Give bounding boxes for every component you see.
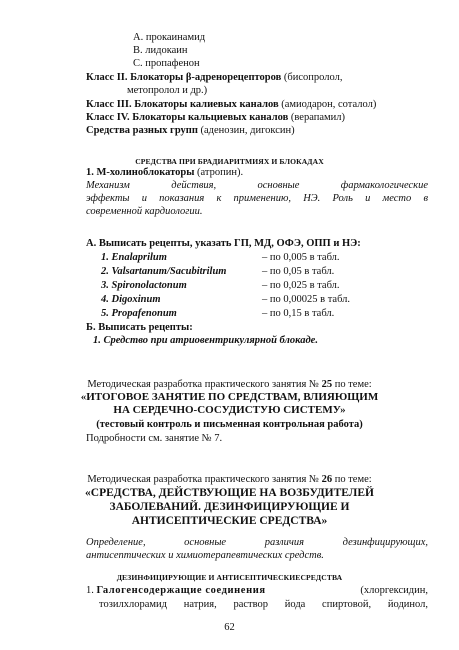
prescription-drug: Valsartanum/Sacubitrilum xyxy=(111,266,227,277)
prescription-num: 3. xyxy=(101,280,109,291)
list-item-c: С. пропафенон xyxy=(133,58,200,69)
disinfect-heading: ДЕЗИНФИЦИРУЮЩИЕ И АНТИСЕПТИЧЕСКИЕСРЕДСТВА xyxy=(116,573,343,582)
brady-item-1-example: (атропин). xyxy=(194,167,244,178)
list-item-b: В. лидокаин xyxy=(133,45,188,56)
prescription-drug: Propafenonum xyxy=(111,308,177,319)
lesson-26-title-3: АНТИСЕПТИЧЕСКИЕ СРЕДСТВА» xyxy=(131,515,328,527)
lesson-25-title-1: «ИТОГОВОЕ ЗАНЯТИЕ ПО СРЕДСТВАМ, ВЛИЯЮЩИМ xyxy=(80,391,379,403)
page-number: 62 xyxy=(224,622,235,633)
class-4-title: Класс IV. Блокаторы кальциевых каналов xyxy=(86,112,289,123)
prescription-dose: – по 0,15 в табл. xyxy=(262,308,335,319)
lesson-25-intro-tail: по теме: xyxy=(332,379,372,390)
class-2-title: Класс II. Блокаторы β-адренорецепторов xyxy=(86,72,282,83)
lesson-26-title-2: ЗАБОЛЕВАНИЙ. ДЕЗИНФИЦИРУЮЩИЕ И xyxy=(109,501,350,513)
prescription-dose: – по 0,025 в табл. xyxy=(262,280,340,291)
lesson-26-intro-tail: по теме: xyxy=(332,474,372,485)
class-2-examples: (бисопролол, xyxy=(281,72,343,83)
prescription-drug: Spironolactonum xyxy=(111,280,187,291)
disinfect-item-1-tail: (хлоргексидин, xyxy=(360,585,428,596)
definition-line-1: Определение, основные различия дезинфицирующих, xyxy=(86,537,428,548)
lesson-25-subtitle: (тестовый контроль и письменная контрольная работа) xyxy=(96,419,363,430)
lesson-25-intro xyxy=(0,378,459,391)
disinfect-item-1-cont: тозилхлорамид натрия, раствор йода спиртовой, йодинол, xyxy=(99,599,428,610)
prescription-dose: – по 0,05 в табл. xyxy=(262,266,335,277)
prescription-row xyxy=(101,279,187,292)
lesson-25-intro-text: Методическая разработка практического занятия № xyxy=(87,379,322,390)
prescription-row xyxy=(101,251,167,264)
brady-item-1-title: М-холиноблокаторы xyxy=(96,167,195,178)
lesson-25-details: Подробности см. занятие № 7. xyxy=(86,433,223,444)
task-a-title: А. Выписать рецепты, указать ГП, МД, ОФЭ, ОПП и НЭ: xyxy=(86,238,361,249)
class-4-line xyxy=(86,111,345,124)
lesson-26-intro-text: Методическая разработка практического занятия № xyxy=(87,474,322,485)
prescription-dose: – по 0,005 в табл. xyxy=(262,252,340,263)
mechanism-line-3: современной кардиологии. xyxy=(86,206,203,217)
class-3-examples: (амиодарон, соталол) xyxy=(278,99,377,110)
lesson-26-number: 26 xyxy=(321,474,333,485)
class-4-examples: (верапамил) xyxy=(288,112,346,123)
brady-item-1 xyxy=(86,166,243,179)
lesson-26-title-1: «СРЕДСТВА, ДЕЙСТВУЮЩИЕ НА ВОЗБУДИТЕЛЕЙ xyxy=(85,487,374,499)
prescription-row xyxy=(101,307,177,320)
prescription-drug: Digoxinum xyxy=(111,294,161,305)
prescription-drug: Enalaprilum xyxy=(111,252,167,263)
prescription-num: 1. xyxy=(101,252,109,263)
mechanism-line-1: Механизм действия, основные фармакологические xyxy=(86,180,428,191)
lesson-25-number: 25 xyxy=(321,379,333,390)
prescription-num: 5. xyxy=(101,308,109,319)
task-b-item: 1. Средство при атриовентрикулярной блокаде. xyxy=(93,335,318,346)
brady-item-1-num: 1. xyxy=(86,167,94,178)
class-3-title: Класс III. Блокаторы калиевых каналов xyxy=(86,99,279,110)
task-b-title: Б. Выписать рецепты: xyxy=(86,322,193,333)
disinfect-item-1-title: Галогенсодержащие соединения xyxy=(96,585,266,596)
brady-heading: СРЕДСТВА ПРИ БРАДИАРИТМИЯХ И БЛОКАДАХ xyxy=(135,157,324,166)
misc-group-line xyxy=(86,124,295,137)
prescription-num: 4. xyxy=(101,294,109,305)
lesson-26-intro xyxy=(0,473,459,486)
mechanism-line-2: эффекты и показания к применению, НЭ. Роль и место в xyxy=(86,193,428,204)
prescription-row xyxy=(101,265,226,278)
class-2-examples-cont: метопролол и др.) xyxy=(127,85,208,96)
prescription-row xyxy=(101,293,161,306)
disinfect-item-1 xyxy=(86,584,428,597)
misc-group-examples: (аденозин, дигоксин) xyxy=(197,125,295,136)
lesson-25-title-2: НА СЕРДЕЧНО-СОСУДИСТУЮ СИСТЕМУ» xyxy=(113,404,346,416)
definition-line-2: антисептических и химиотерапевтических средств. xyxy=(86,550,324,561)
class-3-line xyxy=(86,98,376,111)
prescription-num: 2. xyxy=(101,266,109,277)
prescription-dose: – по 0,00025 в табл. xyxy=(262,294,351,305)
class-2-line xyxy=(86,71,343,84)
misc-group-title: Средства разных групп xyxy=(86,125,198,136)
list-item-a: А. прокаинамид xyxy=(133,32,206,43)
disinfect-item-1-number: 1. xyxy=(86,585,94,596)
disinfect-item-1-num xyxy=(86,584,266,597)
